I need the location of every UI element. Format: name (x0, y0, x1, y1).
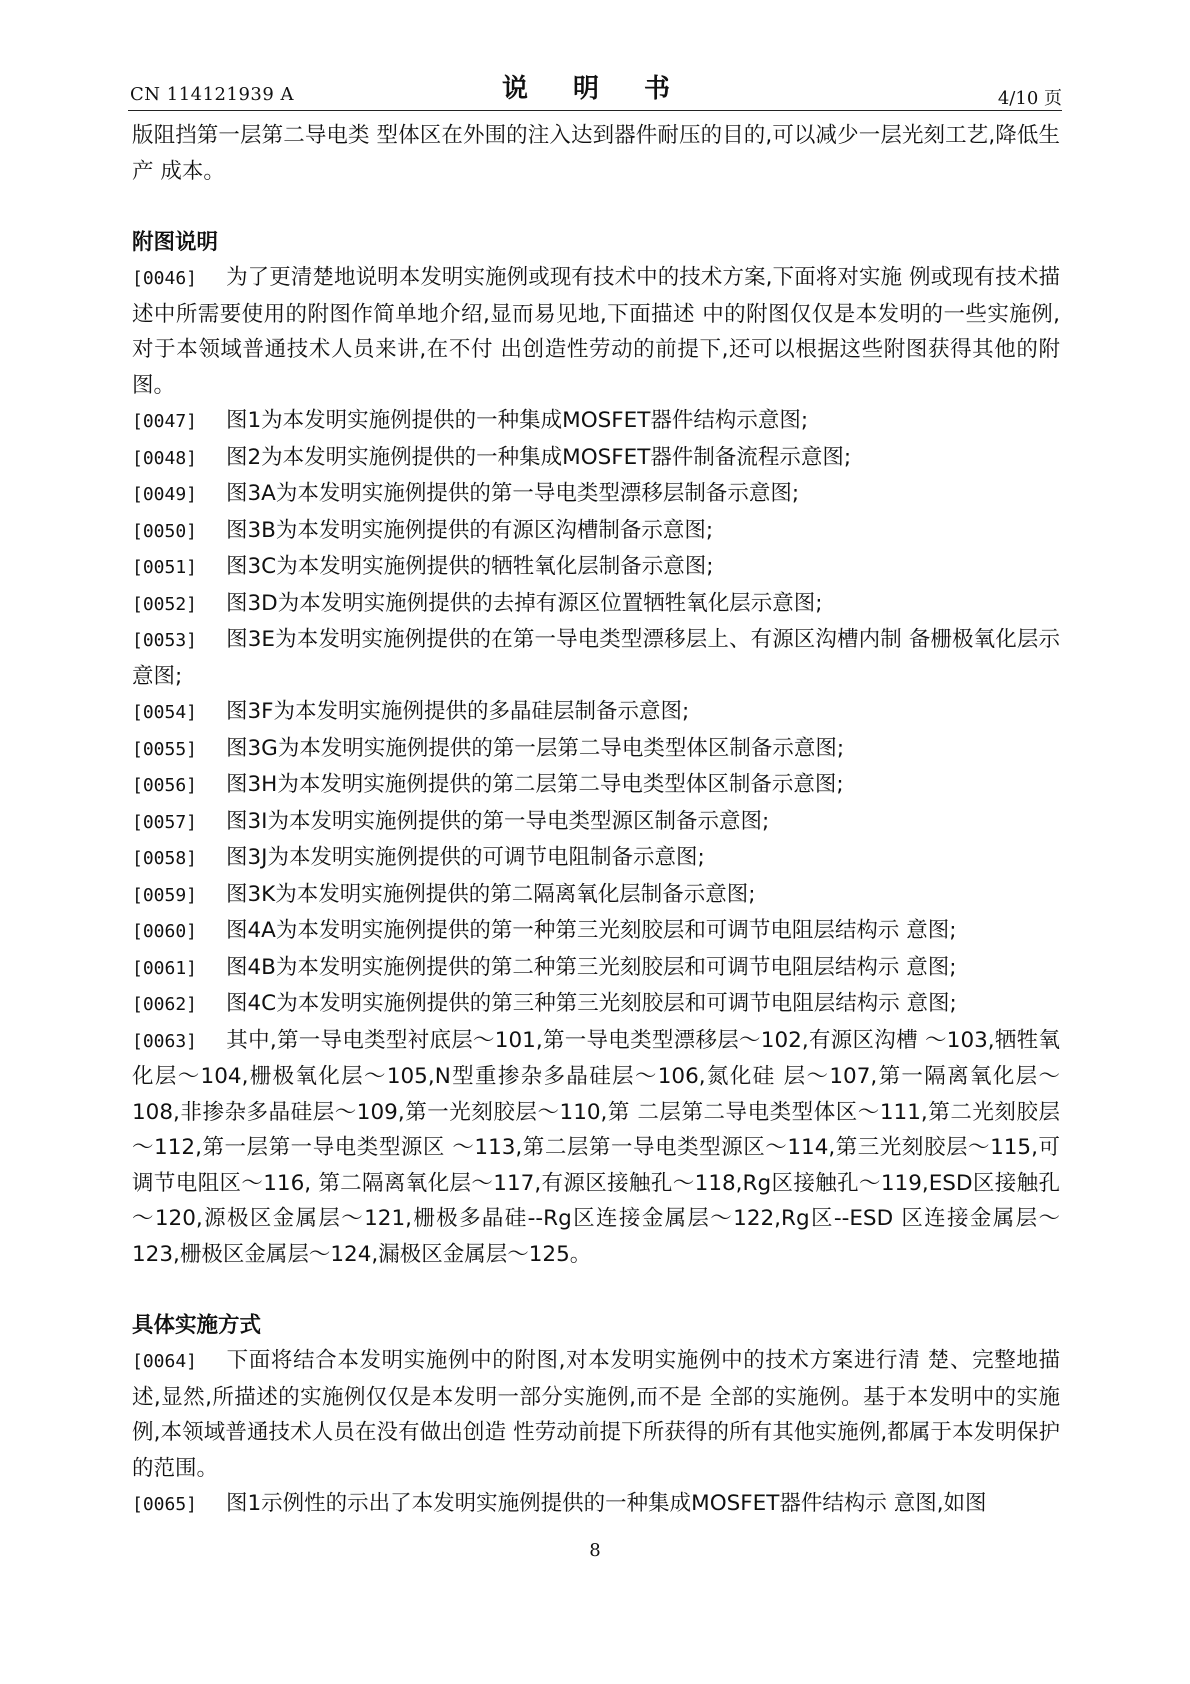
paragraph-number: [0055] (132, 738, 198, 760)
paragraph-text: 图4B为本发明实施例提供的第二种第三光刻胶层和可调节电阻层结构示 意图; (226, 954, 957, 980)
page-title: 说 明 书 (501, 74, 689, 104)
paragraph (132, 1486, 1060, 1523)
paragraph-text: 图3E为本发明实施例提供的在第一导电类型漂移层上、有源区沟槽内制 备栅极氧化层示意图; (132, 627, 1060, 689)
paragraph (132, 586, 1060, 623)
page-count: 4/10 页 (997, 88, 1062, 109)
paragraph-number: [0062] (132, 994, 198, 1015)
paragraph-number: [0048] (132, 447, 198, 469)
paragraph-text: 为了更清楚地说明本发明实施例或现有技术中的技术方案,下面将对实施 例或现有技术描述中所需要使用的附图作简单地介绍,显而易见地,下面描述 中的附图仅仅是本发明的一些实施例,对于本领域普通技术人员来讲,在不付 出创造性劳动的前提下,还可以根据这些附图获得其他的附图。 (132, 265, 1060, 398)
paragraph-number: [0060] (132, 921, 198, 942)
paragraph-number: [0059] (132, 884, 198, 906)
paragraph-text: 图3F为本发明实施例提供的多晶硅层制备示意图; (226, 699, 690, 724)
section-heading: 具体实施方式 (132, 1312, 262, 1338)
paragraph-number: [0064] (132, 1351, 198, 1372)
paragraph-number: [0047] (132, 411, 198, 432)
paragraph-number: [0051] (132, 557, 198, 578)
paragraph-text: 图3K为本发明实施例提供的第二隔离氧化层制备示意图; (226, 881, 756, 907)
paragraph-number: [0057] (132, 811, 198, 833)
paragraph-text: 图1为本发明实施例提供的一种集成MOSFET器件结构示意图; (226, 408, 809, 433)
paragraph (132, 767, 1060, 804)
paragraph-text: 图3H为本发明实施例提供的第二层第二导电类型体区制备示意图; (226, 772, 844, 797)
paragraph-number: [0054] (132, 702, 198, 723)
page-number: 8 (589, 1540, 601, 1561)
paragraph-number: [0065] (132, 1494, 198, 1515)
paragraph (132, 694, 1060, 731)
paragraph-text: 下面将结合本发明实施例中的附图,对本发明实施例中的技术方案进行清 楚、完整地描述,显然,所描述的实施例仅仅是本发明一部分实施例,而不是 全部的实施例。基于本发明中的实施例,本领域普通技术人员在没有做出创造 性劳动前提下所获得的所有其他实施例,都属于本发明保护的范围。 (132, 1348, 1060, 1481)
paragraph-text: 图1示例性的示出了本发明实施例提供的一种集成MOSFET器件结构示 意图,如图 (226, 1491, 987, 1516)
paragraph-number: [0053] (132, 630, 198, 651)
paragraph (132, 622, 1060, 694)
paragraph-number: [0052] (132, 593, 198, 615)
paragraph-number: [0056] (132, 775, 198, 796)
paragraph-text: 图3D为本发明实施例提供的去掉有源区位置牺牲氧化层示意图; (226, 590, 823, 616)
paragraph (132, 950, 1060, 987)
paragraph-number: [0058] (132, 848, 198, 869)
paragraph-text: 图3B为本发明实施例提供的有源区沟槽制备示意图; (226, 517, 714, 543)
paragraph (132, 513, 1060, 550)
paragraph-text: 图4A为本发明实施例提供的第一种第三光刻胶层和可调节电阻层结构示 意图; (226, 918, 957, 943)
spacer (132, 1272, 1060, 1308)
paragraph (132, 476, 1060, 513)
document-body (132, 118, 1060, 1523)
patent-number: CN 114121939 A (130, 84, 295, 105)
paragraph-text: 图3I为本发明实施例提供的第一导电类型源区制备示意图; (226, 808, 770, 834)
paragraph (132, 403, 1060, 440)
intro-paragraph: 版阻挡第一层第二导电类 型体区在外围的注入达到器件耐压的目的,可以减少一层光刻工艺,降低生产 成本。 (132, 123, 1060, 184)
paragraph-text: 图3J为本发明实施例提供的可调节电阻制备示意图; (226, 845, 705, 870)
paragraph (132, 1023, 1060, 1273)
paragraph (132, 913, 1060, 950)
paragraph (132, 1343, 1060, 1486)
paragraph (132, 549, 1060, 586)
spacer (132, 189, 1060, 225)
paragraph (132, 440, 1060, 477)
paragraph-text: 图4C为本发明实施例提供的第三种第三光刻胶层和可调节电阻层结构示 意图; (226, 991, 957, 1016)
paragraph-number: [0049] (132, 484, 198, 505)
paragraph-text: 图3A为本发明实施例提供的第一导电类型漂移层制备示意图; (226, 481, 800, 506)
paragraph (132, 877, 1060, 914)
paragraph-text: 图3C为本发明实施例提供的牺牲氧化层制备示意图; (226, 554, 714, 579)
paragraph-text: 其中,第一导电类型衬底层～101,第一导电类型漂移层～102,有源区沟槽 ～103,牺牲氧化层～104,栅极氧化层～105,N型重掺杂多晶硅层～106,氮化硅 层～107,第一隔离氧化层～108,非掺杂多晶硅层～109,第一光刻胶层～110,第 二层第二导电类型体区～111,第二光刻胶层～112,第一层第一导电类型源区 ～113,第二层第一导电类型源区～114,第三光刻胶层～115,可调节电阻区～116, 第二隔离氧化层～117,有源区接触孔～118,Rg区接触孔～119,ESD区接触孔 ～120,源极区金属层～121,栅极多晶硅--Rg区连接金属层～122,Rg区--ESD 区连接金属层～123,栅极区金属层～124,漏极区金属层～125。 (132, 1027, 1060, 1267)
paragraph-number: [0061] (132, 957, 198, 979)
paragraph-number: [0063] (132, 1030, 198, 1052)
paragraph (132, 731, 1060, 768)
paragraph-number: [0050] (132, 520, 198, 542)
paragraph (132, 986, 1060, 1023)
paragraph-text: 图2为本发明实施例提供的一种集成MOSFET器件制备流程示意图; (226, 444, 852, 470)
paragraph (132, 804, 1060, 841)
paragraph-text: 图3G为本发明实施例提供的第一层第二导电类型体区制备示意图; (226, 735, 845, 761)
paragraph-number: [0046] (132, 268, 198, 289)
section-heading: 附图说明 (132, 229, 219, 255)
paragraph (132, 840, 1060, 877)
paragraph (132, 260, 1060, 403)
header-divider (128, 110, 1062, 111)
